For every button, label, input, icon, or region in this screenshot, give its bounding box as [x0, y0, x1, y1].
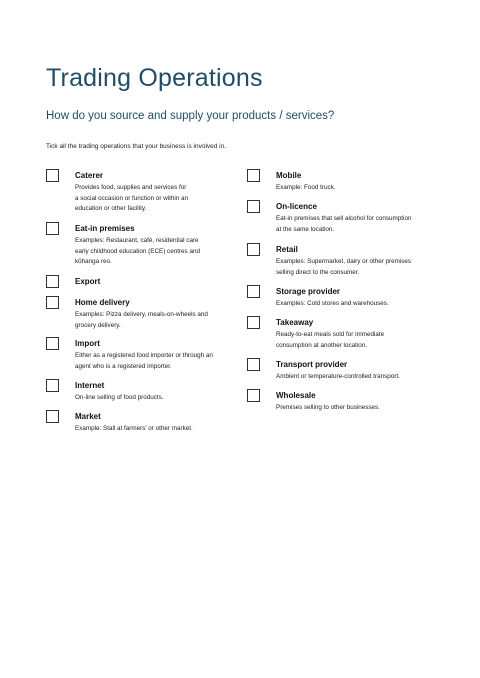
description-line: early childhood education (ECE) centres and	[75, 247, 200, 255]
option-label: Retail	[276, 245, 298, 254]
option-text	[276, 391, 380, 414]
checkbox-import[interactable]	[46, 337, 59, 350]
page-title: Trading Operations	[46, 64, 263, 92]
option-text	[276, 287, 389, 310]
checkbox-transport-provider[interactable]	[247, 358, 260, 371]
description-line: a social occasion or function or within an	[75, 194, 189, 202]
description-line: Examples: Supermarket, dairy or other premises	[276, 258, 412, 265]
description-line: Ready-to-eat meals sold for immediate	[276, 331, 385, 338]
checkbox-home-delivery[interactable]	[46, 296, 59, 309]
option-description	[276, 299, 389, 310]
description-line: selling direct to the consumer.	[276, 268, 360, 276]
description-line: Example: Food truck.	[276, 184, 336, 191]
option-label: Export	[75, 277, 101, 286]
option-text	[75, 381, 164, 404]
option-description	[276, 214, 411, 235]
option-label: Import	[75, 339, 100, 348]
option-label: Caterer	[75, 171, 104, 180]
description-line: grocery delivery.	[75, 321, 121, 329]
description-line: Example: Stall at farmers' or other market.	[75, 425, 193, 432]
checkbox-takeaway[interactable]	[247, 316, 260, 329]
option-description	[276, 372, 400, 383]
description-line: Examples: Restaurant, café, residential care	[75, 237, 199, 244]
option-label: On-licence	[276, 202, 317, 211]
instruction-text: Tick all the trading operations that your business is involved in.	[46, 143, 227, 150]
option-text	[276, 171, 336, 194]
option-description	[276, 257, 411, 278]
option-description	[276, 330, 384, 351]
description-line: Provides food, supplies and services for	[75, 184, 187, 191]
option-description	[75, 183, 188, 215]
option-label: Eat-in premises	[75, 224, 135, 233]
checkbox-retail[interactable]	[247, 243, 260, 256]
description-line: Eat-in premises that sell alcohol for consumption	[276, 215, 412, 222]
description-line: at the same location.	[276, 225, 335, 233]
option-label: Market	[75, 412, 101, 421]
description-line: agent who is a registered importer.	[75, 362, 172, 370]
checkbox-export[interactable]	[46, 275, 59, 288]
option-label: Takeaway	[276, 318, 314, 327]
checkbox-eat-in-premises[interactable]	[46, 222, 59, 235]
option-label: Wholesale	[276, 391, 316, 400]
description-line: On-line selling of food products.	[75, 394, 164, 401]
description-line: Either as a registered food importer or through an	[75, 352, 213, 359]
option-label: Home delivery	[75, 298, 130, 307]
checkbox-on-licence[interactable]	[247, 200, 260, 213]
option-description	[75, 236, 200, 268]
option-description	[276, 183, 336, 194]
description-line: kōhanga reo.	[75, 258, 112, 265]
option-description	[75, 310, 208, 331]
description-line: Ambient or temperature-controlled transport.	[276, 373, 400, 380]
option-text	[75, 171, 188, 215]
option-text	[75, 339, 213, 372]
description-line: Examples: Pizza delivery, meals-on-wheels and	[75, 311, 208, 318]
checkbox-caterer[interactable]	[46, 169, 59, 182]
option-label: Mobile	[276, 171, 302, 180]
option-description	[276, 403, 380, 414]
checkbox-mobile[interactable]	[247, 169, 260, 182]
option-text	[276, 360, 400, 383]
page-subtitle: How do you source and supply your products / services?	[46, 110, 335, 122]
option-text	[75, 277, 100, 287]
checkbox-internet[interactable]	[46, 379, 59, 392]
option-label: Transport provider	[276, 360, 348, 369]
option-text	[276, 318, 384, 351]
description-line: Premises selling to other businesses.	[276, 404, 380, 411]
option-text	[75, 298, 208, 331]
checkbox-market[interactable]	[46, 410, 59, 423]
option-text	[75, 224, 200, 268]
option-description	[75, 393, 164, 404]
option-text	[276, 245, 411, 278]
option-description	[75, 424, 193, 435]
option-label: Storage provider	[276, 287, 341, 296]
description-line: education or other facility.	[75, 205, 147, 212]
option-description	[75, 351, 213, 372]
option-text	[75, 412, 193, 435]
option-label: Internet	[75, 381, 105, 390]
option-text	[276, 202, 411, 235]
description-line: Examples: Cold stores and warehouses.	[276, 300, 389, 307]
checkbox-storage-provider[interactable]	[247, 285, 260, 298]
checkbox-wholesale[interactable]	[247, 389, 260, 402]
description-line: consumption at another location.	[276, 341, 368, 349]
